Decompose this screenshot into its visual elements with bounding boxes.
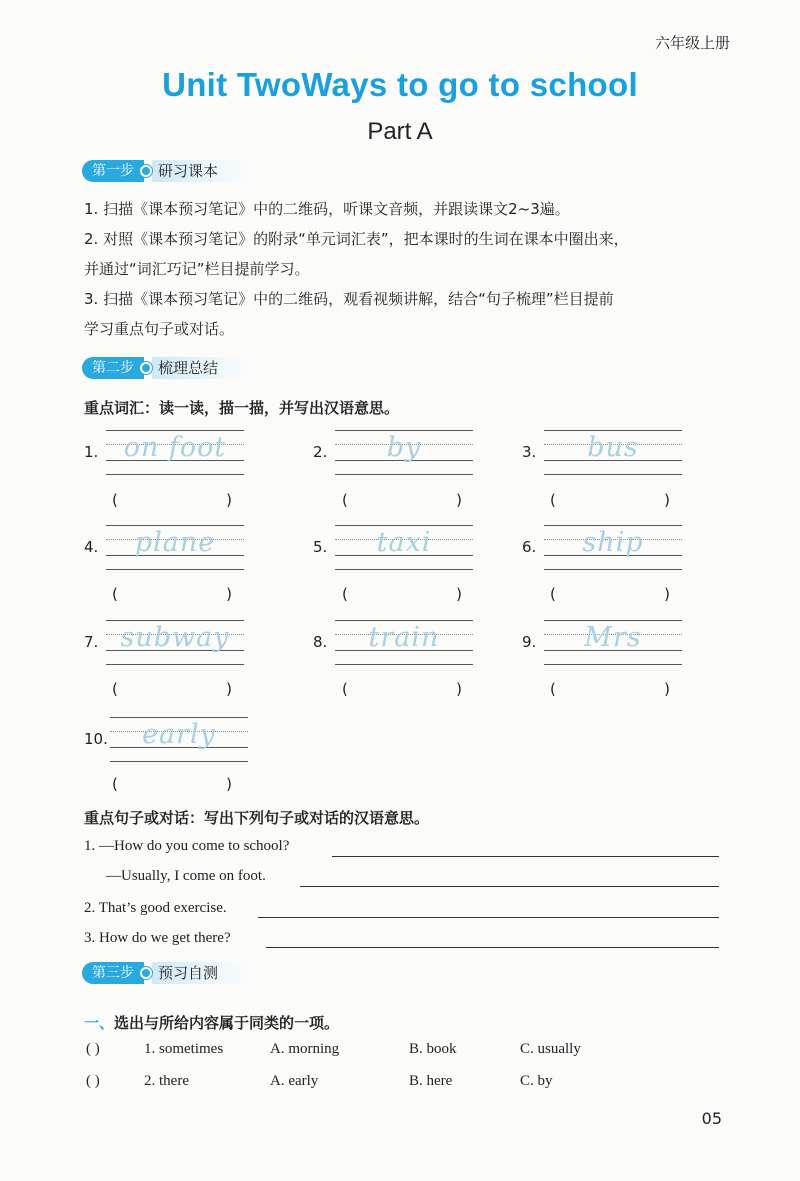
- unit-label: Unit Two: [162, 66, 302, 103]
- word-writing-box[interactable]: [544, 430, 682, 474]
- step3-header: [82, 962, 248, 984]
- page-title: [0, 66, 800, 104]
- trace-word: bus: [587, 432, 639, 463]
- topic-label: Ways to go to school: [301, 66, 638, 103]
- section-title: [84, 1012, 339, 1033]
- word-number: 2.: [313, 443, 328, 461]
- question-stem: 2. there: [144, 1073, 189, 1089]
- option-a[interactable]: A. morning: [270, 1041, 340, 1057]
- word-writing-box[interactable]: [335, 620, 473, 664]
- answer-line[interactable]: [266, 947, 719, 948]
- meaning-blank[interactable]: [112, 680, 232, 698]
- page-number: 05: [701, 1109, 722, 1128]
- sentence-2: 2. That’s good exercise.: [84, 900, 227, 916]
- option-a[interactable]: A. early: [270, 1073, 319, 1089]
- section-number: 一、: [84, 1014, 115, 1032]
- step1-line: 2. 对照《课本预习笔记》的附录“单元词汇表”，把本课时的生词在课本中圈出来，: [84, 230, 629, 248]
- open-paren: (: [112, 680, 118, 698]
- word-number: 3.: [522, 443, 537, 461]
- step1-line: 3. 扫描《课本预习笔记》中的二维码，观看视频讲解，结合“句子梳理”栏目提前: [84, 290, 614, 308]
- answer-line[interactable]: [300, 886, 719, 887]
- answer-paren[interactable]: ( ): [86, 1073, 100, 1089]
- word-number: 7.: [84, 633, 99, 651]
- word-number: 5.: [313, 538, 328, 556]
- open-paren: (: [550, 680, 556, 698]
- question-stem: 1. sometimes: [144, 1041, 224, 1057]
- step2-name: 梳理总结: [152, 357, 248, 379]
- open-paren: (: [112, 585, 118, 603]
- open-paren: (: [112, 491, 118, 509]
- meaning-blank[interactable]: [342, 491, 462, 509]
- trace-word: on foot: [123, 432, 227, 463]
- word-writing-box[interactable]: [106, 525, 244, 569]
- step2-tag: 第二步: [82, 357, 144, 379]
- sentence-3: 3. How do we get there?: [84, 930, 231, 946]
- word-number: 8.: [313, 633, 328, 651]
- step1-tag: 第一步: [82, 160, 144, 182]
- sentence-1-reply: —Usually, I come on foot.: [106, 868, 266, 884]
- close-paren: ): [664, 491, 670, 509]
- step3-tag: 第三步: [82, 962, 144, 984]
- step1-line: 并通过“词汇巧记”栏目提前学习。: [84, 260, 310, 278]
- close-paren: ): [226, 775, 232, 793]
- option-b[interactable]: B. book: [409, 1041, 457, 1057]
- option-c[interactable]: C. usually: [520, 1041, 581, 1057]
- answer-line[interactable]: [332, 856, 719, 857]
- sentence-1: 1. —How do you come to school?: [84, 838, 290, 854]
- word-writing-box[interactable]: [106, 620, 244, 664]
- word-number: 9.: [522, 633, 537, 651]
- close-paren: ): [664, 680, 670, 698]
- close-paren: ): [226, 491, 232, 509]
- close-paren: ): [664, 585, 670, 603]
- step-dot-icon: [140, 165, 152, 177]
- meaning-blank[interactable]: [550, 680, 670, 698]
- open-paren: (: [550, 585, 556, 603]
- step-dot-icon: [140, 967, 152, 979]
- trace-word: by: [386, 432, 422, 463]
- grade-label: 六年级上册: [654, 34, 730, 52]
- meaning-blank[interactable]: [112, 491, 232, 509]
- close-paren: ): [226, 680, 232, 698]
- word-number: 1.: [84, 443, 99, 461]
- open-paren: (: [550, 491, 556, 509]
- word-writing-box[interactable]: [544, 525, 682, 569]
- step1-header: [82, 160, 248, 182]
- word-writing-box[interactable]: [110, 717, 248, 761]
- word-writing-box[interactable]: [335, 525, 473, 569]
- trace-word: taxi: [376, 527, 432, 558]
- trace-word: train: [368, 622, 440, 653]
- step1-line: 1. 扫描《课本预习笔记》中的二维码，听课文音频，并跟读课文2~3遍。: [84, 200, 570, 218]
- trace-word: Mrs: [584, 622, 642, 653]
- word-number: 10.: [84, 730, 108, 748]
- close-paren: ): [456, 680, 462, 698]
- section-text: 选出与所给内容属于同类的一项。: [114, 1014, 340, 1032]
- answer-paren[interactable]: ( ): [86, 1041, 100, 1057]
- step1-paragraph: [84, 194, 724, 344]
- close-paren: ): [456, 585, 462, 603]
- meaning-blank[interactable]: [112, 585, 232, 603]
- close-paren: ): [456, 491, 462, 509]
- option-b[interactable]: B. here: [409, 1073, 453, 1089]
- meaning-blank[interactable]: [550, 585, 670, 603]
- part-label: Part A: [367, 118, 433, 145]
- answer-line[interactable]: [258, 917, 719, 918]
- word-number: 4.: [84, 538, 99, 556]
- word-writing-box[interactable]: [335, 430, 473, 474]
- meaning-blank[interactable]: [550, 491, 670, 509]
- vocab-instruction: 重点词汇：读一读，描一描，并写出汉语意思。: [84, 399, 400, 417]
- step-dot-icon: [140, 362, 152, 374]
- step2-header: [82, 357, 248, 379]
- meaning-blank[interactable]: [342, 585, 462, 603]
- close-paren: ): [226, 585, 232, 603]
- trace-word: early: [142, 719, 216, 750]
- trace-word: subway: [120, 622, 230, 653]
- option-c[interactable]: C. by: [520, 1073, 553, 1089]
- trace-word: ship: [582, 527, 644, 558]
- meaning-blank[interactable]: [112, 775, 232, 793]
- open-paren: (: [342, 585, 348, 603]
- open-paren: (: [112, 775, 118, 793]
- word-number: 6.: [522, 538, 537, 556]
- word-writing-box[interactable]: [106, 430, 244, 474]
- step1-line: 学习重点句子或对话。: [84, 320, 235, 338]
- step1-name: 研习课本: [152, 160, 248, 182]
- open-paren: (: [342, 491, 348, 509]
- open-paren: (: [342, 680, 348, 698]
- step3-name: 预习自测: [152, 962, 248, 984]
- trace-word: plane: [134, 527, 216, 558]
- meaning-blank[interactable]: [342, 680, 462, 698]
- sentence-instruction: 重点句子或对话：写出下列句子或对话的汉语意思。: [84, 809, 430, 827]
- word-writing-box[interactable]: [544, 620, 682, 664]
